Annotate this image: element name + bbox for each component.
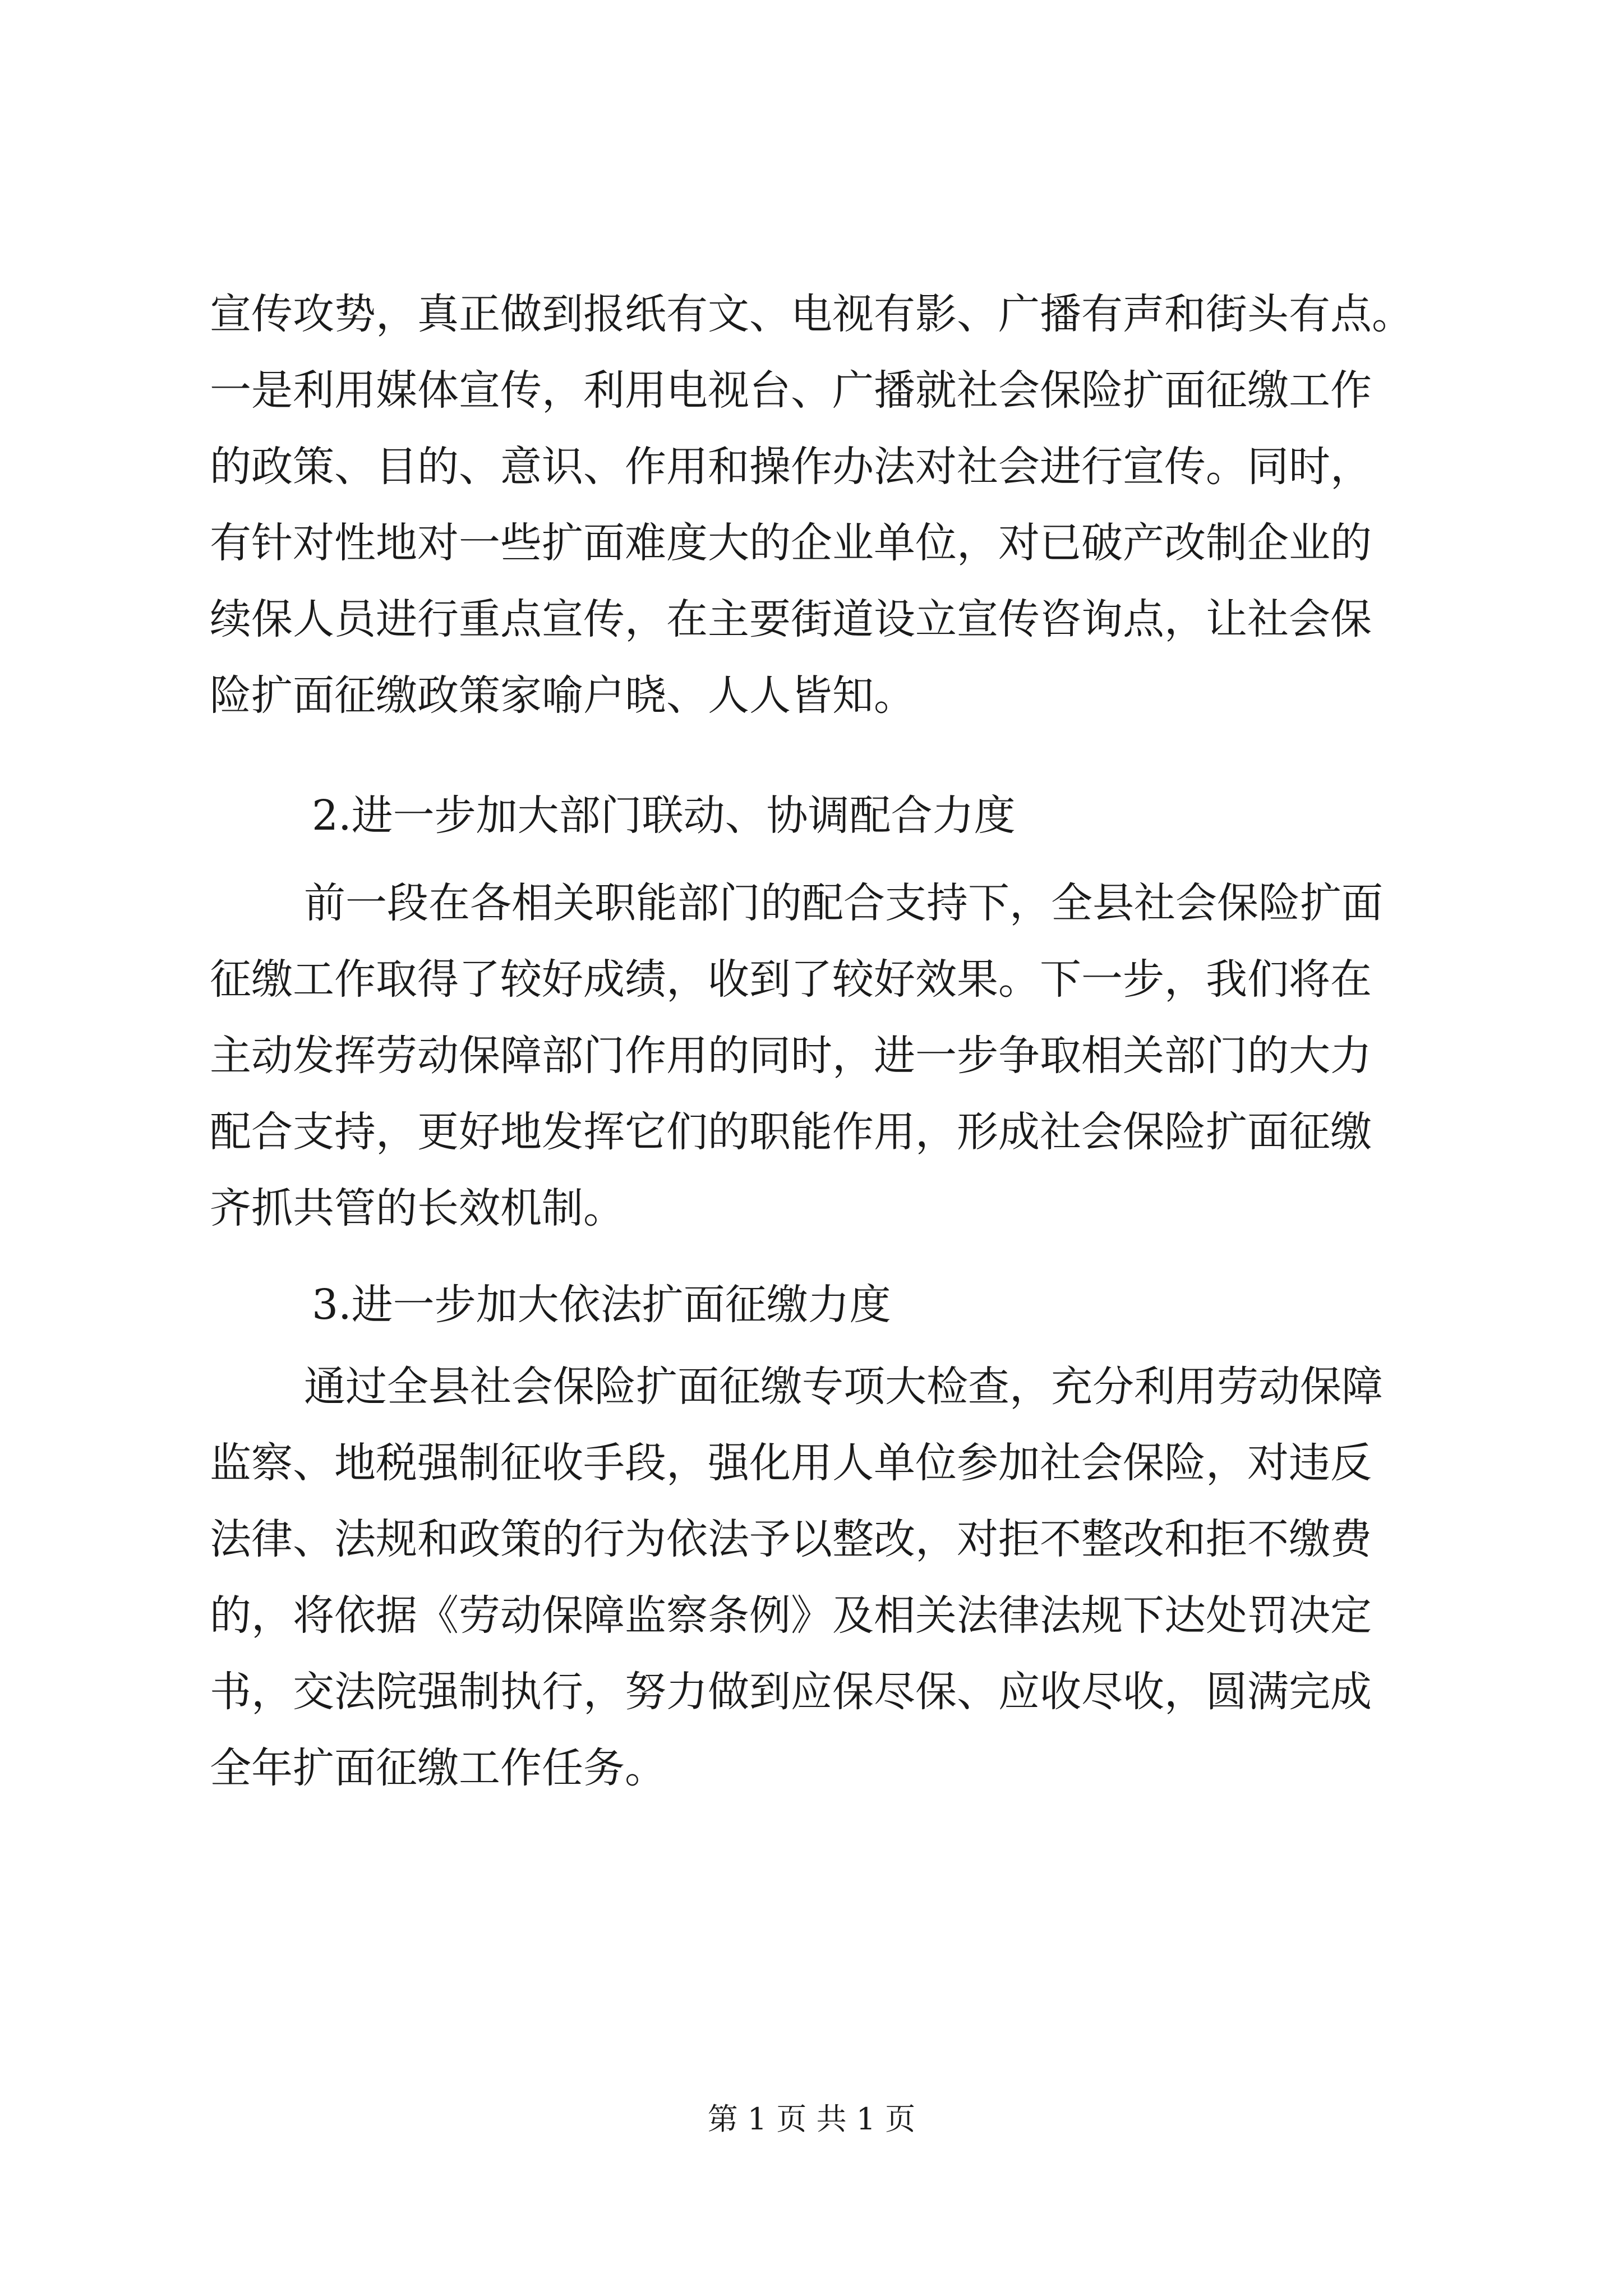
paragraph-1-line-3: 的政策、目的、意识、作用和操作办法对社会进行宣传。同时， xyxy=(210,443,1372,491)
paragraph-3-line-2: 监察、地税强制征收手段，强化用人单位参加社会保险，对违反 xyxy=(210,1439,1372,1487)
page-footer: 第 1 页 共 1 页 xyxy=(707,2101,916,2137)
paragraph-1-line-1: 宣传攻势，真正做到报纸有文、电视有影、广播有声和街头有点。 xyxy=(210,290,1413,338)
paragraph-2-line-1: 前一段在各相关职能部门的配合支持下，全县社会保险扩面 xyxy=(304,879,1383,927)
paragraph-1-line-4: 有针对性地对一些扩面难度大的企业单位，对已破产改制企业的 xyxy=(210,519,1372,567)
paragraph-1-line-2: 一是利用媒体宣传，利用电视台、广播就社会保险扩面征缴工作 xyxy=(210,366,1372,415)
paragraph-3-line-5: 书，交法院强制执行，努力做到应保尽保、应收尽收，圆满完成 xyxy=(210,1668,1372,1716)
paragraph-3-line-3: 法律、法规和政策的行为依法予以整改，对拒不整改和拒不缴费 xyxy=(210,1515,1372,1563)
paragraph-3-line-6: 全年扩面征缴工作任务。 xyxy=(210,1744,666,1792)
paragraph-3-line-1: 通过全县社会保险扩面征缴专项大检查，充分利用劳动保障 xyxy=(304,1363,1383,1411)
paragraph-2-line-3: 主动发挥劳动保障部门作用的同时，进一步争取相关部门的大力 xyxy=(210,1032,1372,1080)
paragraph-2-line-4: 配合支持，更好地发挥它们的职能作用，形成社会保险扩面征缴 xyxy=(210,1108,1372,1156)
paragraph-2-line-2: 征缴工作取得了较好成绩，收到了较好效果。下一步，我们将在 xyxy=(210,955,1372,1004)
paragraph-3-line-4: 的，将依据《劳动保障监察条例》及相关法律法规下达处罚决定 xyxy=(210,1591,1372,1640)
section-heading-2: 2.进一步加大部门联动、协调配合力度 xyxy=(312,792,1016,840)
paragraph-1-line-5: 续保人员进行重点宣传，在主要街道设立宣传咨询点，让社会保 xyxy=(210,595,1372,643)
paragraph-1-line-6: 险扩面征缴政策家喻户晓、人人皆知。 xyxy=(210,671,915,720)
section-heading-3: 3.进一步加大依法扩面征缴力度 xyxy=(312,1281,891,1329)
paragraph-2-line-5: 齐抓共管的长效机制。 xyxy=(210,1184,625,1232)
